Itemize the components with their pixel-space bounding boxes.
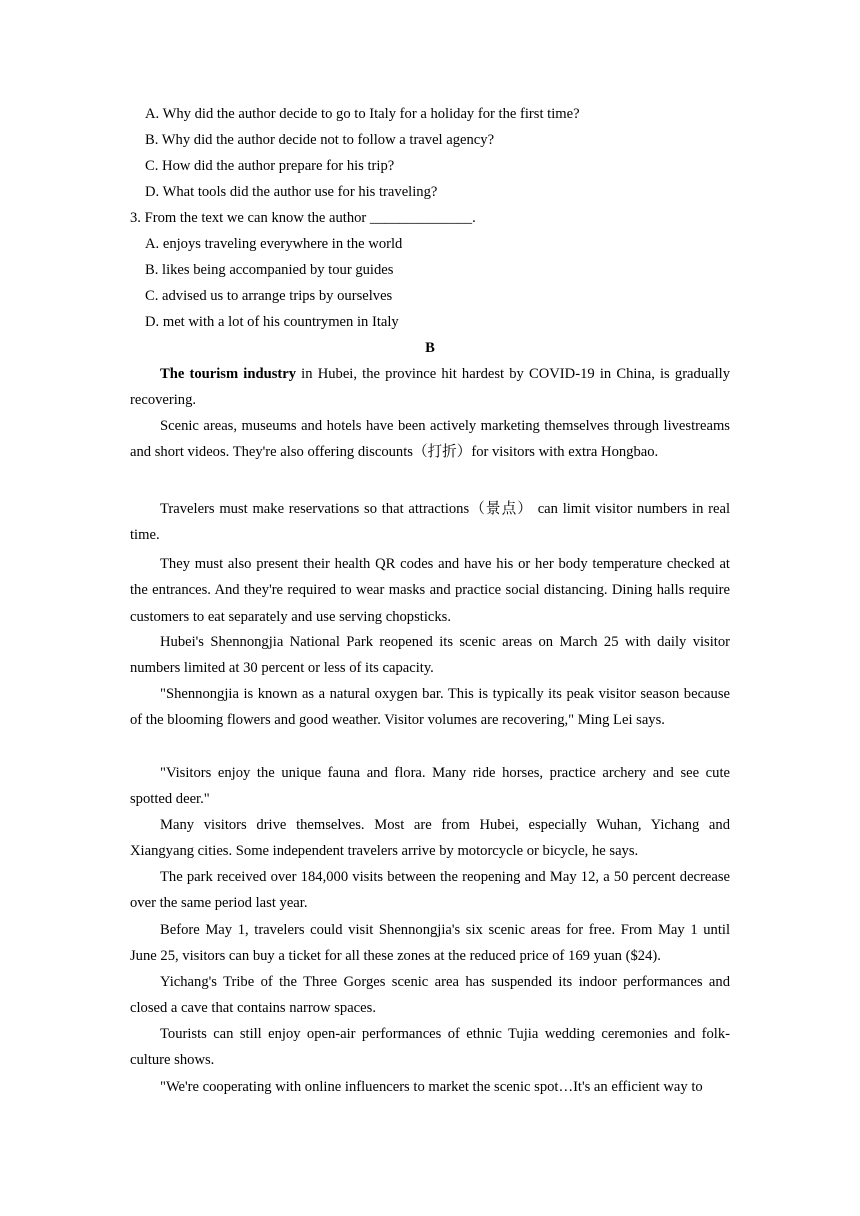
paragraph-8: Many visitors drive themselves. Most are from Hubei, especially Wuhan, Yichang and Xiangyang cities. Some independent travelers arrive by motorcycle or bicycle, he says. bbox=[130, 817, 730, 860]
section-heading: B bbox=[425, 340, 435, 356]
q2-option-d: D. What tools did the author use for his traveling? bbox=[145, 184, 438, 200]
paragraph-1 bbox=[130, 361, 730, 414]
paragraph-2: Scenic areas, museums and hotels have been actively marketing themselves through livestreams and short videos. They're also offering discounts（打折）for visitors with extra Hongbao. bbox=[130, 418, 730, 461]
paragraph-5: Hubei's Shennongjia National Park reopened its scenic areas on March 25 with daily visitor numbers limited at 30 percent or less of its capacity. bbox=[130, 634, 730, 677]
paragraph-12: Tourists can still enjoy open-air performances of ethnic Tujia wedding ceremonies and folk-culture shows. bbox=[130, 1026, 730, 1069]
paragraph-4: They must also present their health QR codes and have his or her body temperature checked at the entrances. And they're required to wear masks and practice social distancing. Dining halls require customers to eat separately and use serving chopsticks. bbox=[130, 556, 730, 625]
q2-option-a: A. Why did the author decide to go to Italy for a holiday for the first time? bbox=[145, 106, 580, 122]
q3-option-a: A. enjoys traveling everywhere in the world bbox=[145, 236, 403, 252]
q3-option-c: C. advised us to arrange trips by ourselves bbox=[145, 288, 393, 304]
q3-stem: 3. From the text we can know the author ______________. bbox=[130, 210, 476, 226]
paragraph-10: Before May 1, travelers could visit Shennongjia's six scenic areas for free. From May 1 until June 25, visitors can buy a ticket for all these zones at the reduced price of 169 yuan ($24). bbox=[130, 922, 730, 965]
paragraph-1-bold: The tourism industry bbox=[160, 366, 297, 382]
paragraph-7: "Visitors enjoy the unique fauna and flora. Many ride horses, practice archery and see cute spotted deer." bbox=[130, 765, 730, 808]
paragraph-9: The park received over 184,000 visits between the reopening and May 12, a 50 percent decrease over the same period last year. bbox=[130, 869, 730, 912]
q2-option-c: C. How did the author prepare for his trip? bbox=[145, 158, 395, 174]
paragraph-13: "We're cooperating with online influencers to market the scenic spot…It's an efficient way to bbox=[160, 1079, 703, 1095]
paragraph-6: "Shennongjia is known as a natural oxygen bar. This is typically its peak visitor season because of the blooming flowers and good weather. Visitor volumes are recovering," Ming Lei says. bbox=[130, 686, 730, 729]
paragraph-11: Yichang's Tribe of the Three Gorges scenic area has suspended its indoor performances and closed a cave that contains narrow spaces. bbox=[130, 974, 730, 1017]
paragraph-1-text: in Hubei, the province hit hardest by COVID-19 in China, is gradually recovering. bbox=[130, 366, 731, 409]
q3-option-b: B. likes being accompanied by tour guides bbox=[145, 262, 394, 278]
paragraph-3: Travelers must make reservations so that attractions（景点） can limit visitor numbers in real time. bbox=[130, 501, 730, 544]
q3-option-d: D. met with a lot of his countrymen in Italy bbox=[145, 314, 399, 330]
q2-option-b: B. Why did the author decide not to follow a travel agency? bbox=[145, 132, 495, 148]
